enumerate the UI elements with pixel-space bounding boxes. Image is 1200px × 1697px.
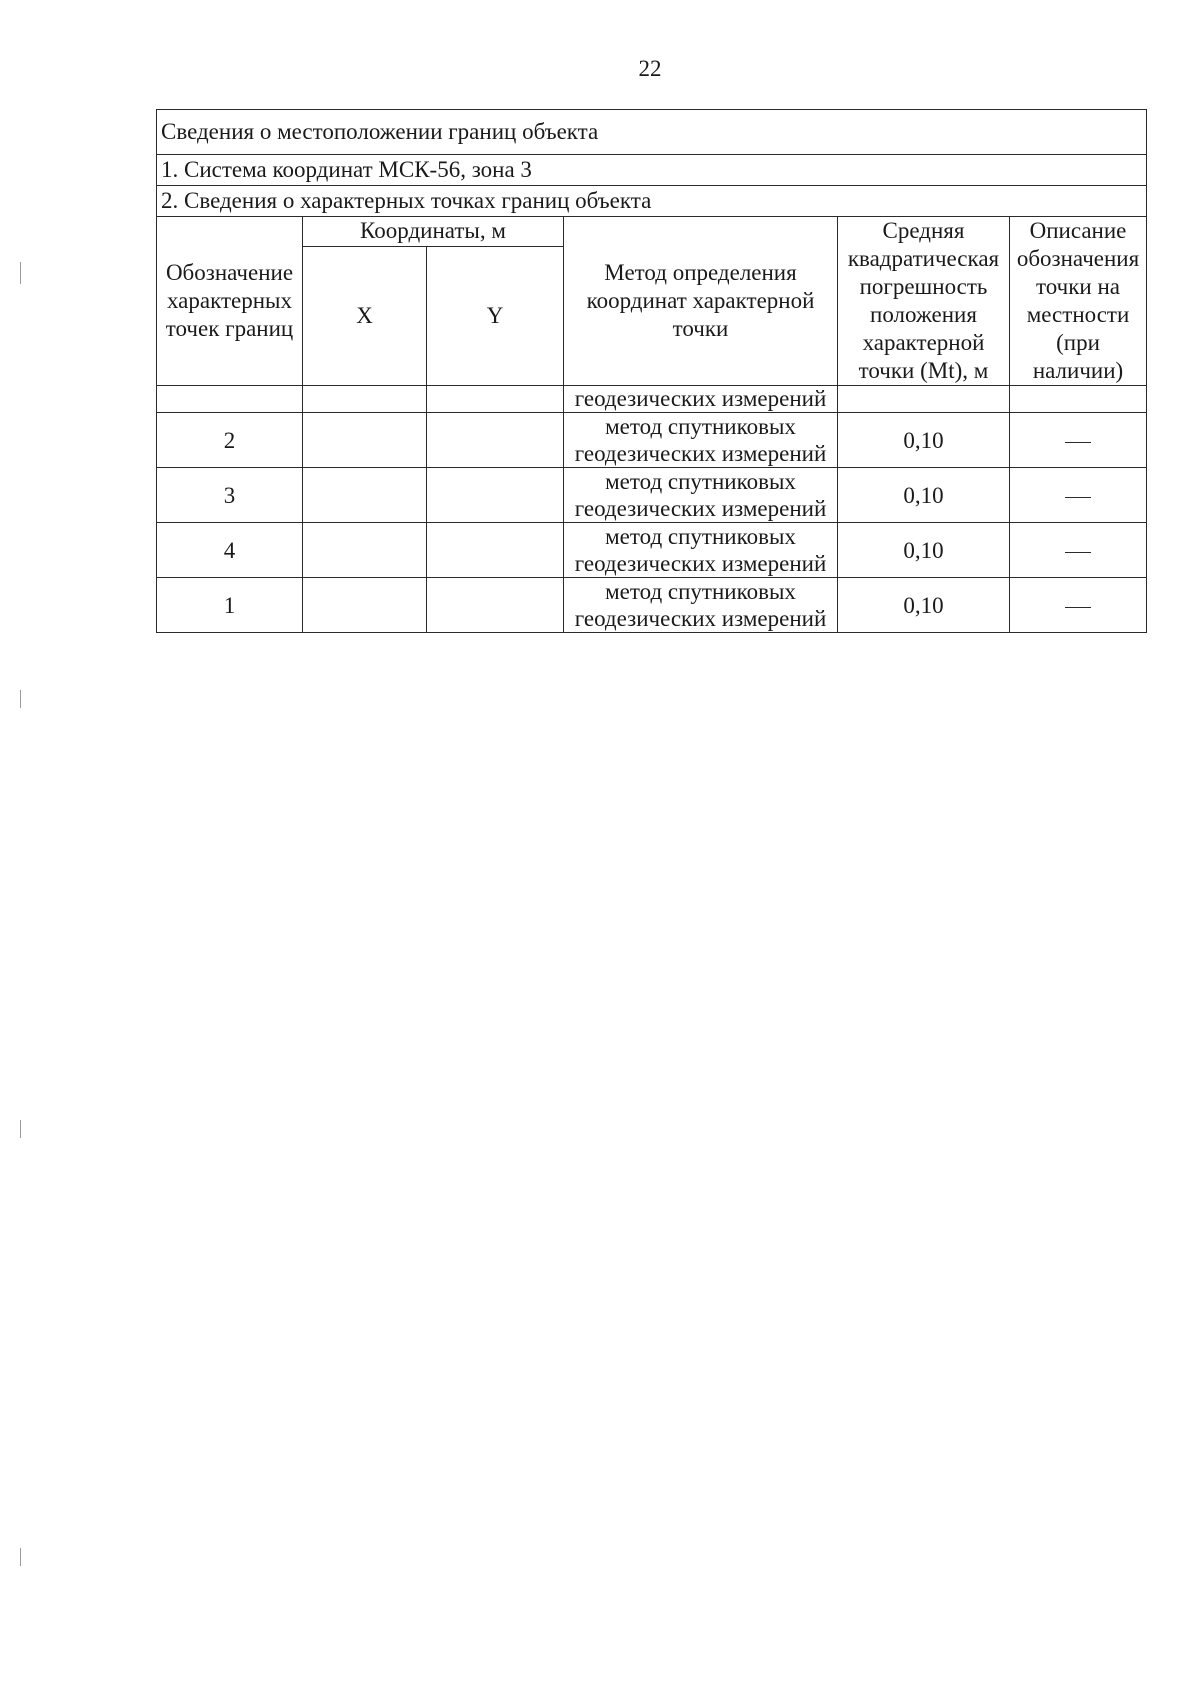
section-title-row [157,110,1147,155]
error-value: 0,10 [838,523,1010,578]
y-value [427,413,564,468]
method-value: метод спутниковых геодезических измерений [564,578,838,633]
description-value [1010,413,1147,468]
error-value: 0,10 [838,413,1010,468]
continuation-cell [1010,386,1147,413]
table-row [157,578,1147,633]
scan-artifact [20,690,21,708]
table-row [157,413,1147,468]
dash-mark [1065,442,1091,443]
x-value [303,523,427,578]
x-value [303,413,427,468]
y-value [427,523,564,578]
x-value [303,578,427,633]
y-header: Y [427,246,564,385]
coordinates-header: Координаты, м [303,217,564,247]
continuation-cell [427,386,564,413]
coordinate-system: 1. Система координат МСК-56, зона 3 [157,155,1147,186]
error-header: Средняя квадратическая погрешность положения характерной точки (Mt), м [838,217,1010,386]
y-value [427,578,564,633]
dash-mark [1065,552,1091,553]
description-value [1010,523,1147,578]
section-title: Сведения о местоположении границ объекта [157,110,1147,155]
scan-artifact [20,262,21,284]
continuation-cell [157,386,303,413]
points-section-title: 2. Сведения о характерных точках границ объекта [157,186,1147,217]
error-value: 0,10 [838,468,1010,523]
description-header: Описание обозначения точки на местности (при наличии) [1010,217,1147,386]
description-value [1010,468,1147,523]
continuation-cell [303,386,427,413]
scan-artifact [20,1548,21,1566]
x-header: X [303,246,427,385]
method-value: метод спутниковых геодезических измерений [564,413,838,468]
method-value: метод спутниковых геодезических измерений [564,523,838,578]
designation-header: Обозначение характерных точек границ [157,217,303,386]
x-value [303,468,427,523]
table-row [157,468,1147,523]
point-number: 2 [157,413,303,468]
continuation-cell [838,386,1010,413]
dash-mark [1065,607,1091,608]
description-value [1010,578,1147,633]
method-value: метод спутниковых геодезических измерений [564,468,838,523]
boundary-points-table [156,109,1147,633]
continuation-method: геодезических измерений [564,386,838,413]
dash-mark [1065,497,1091,498]
continuation-row [157,386,1147,413]
method-header: Метод определения координат характерной точки [564,217,838,386]
points-section-row [157,186,1147,217]
point-number: 3 [157,468,303,523]
table-row [157,523,1147,578]
header-row-1 [157,217,1147,247]
error-value: 0,10 [838,578,1010,633]
coordinate-system-row [157,155,1147,186]
page-number: 22 [638,56,662,81]
y-value [427,468,564,523]
point-number: 1 [157,578,303,633]
scan-artifact [20,1120,21,1138]
point-number: 4 [157,523,303,578]
